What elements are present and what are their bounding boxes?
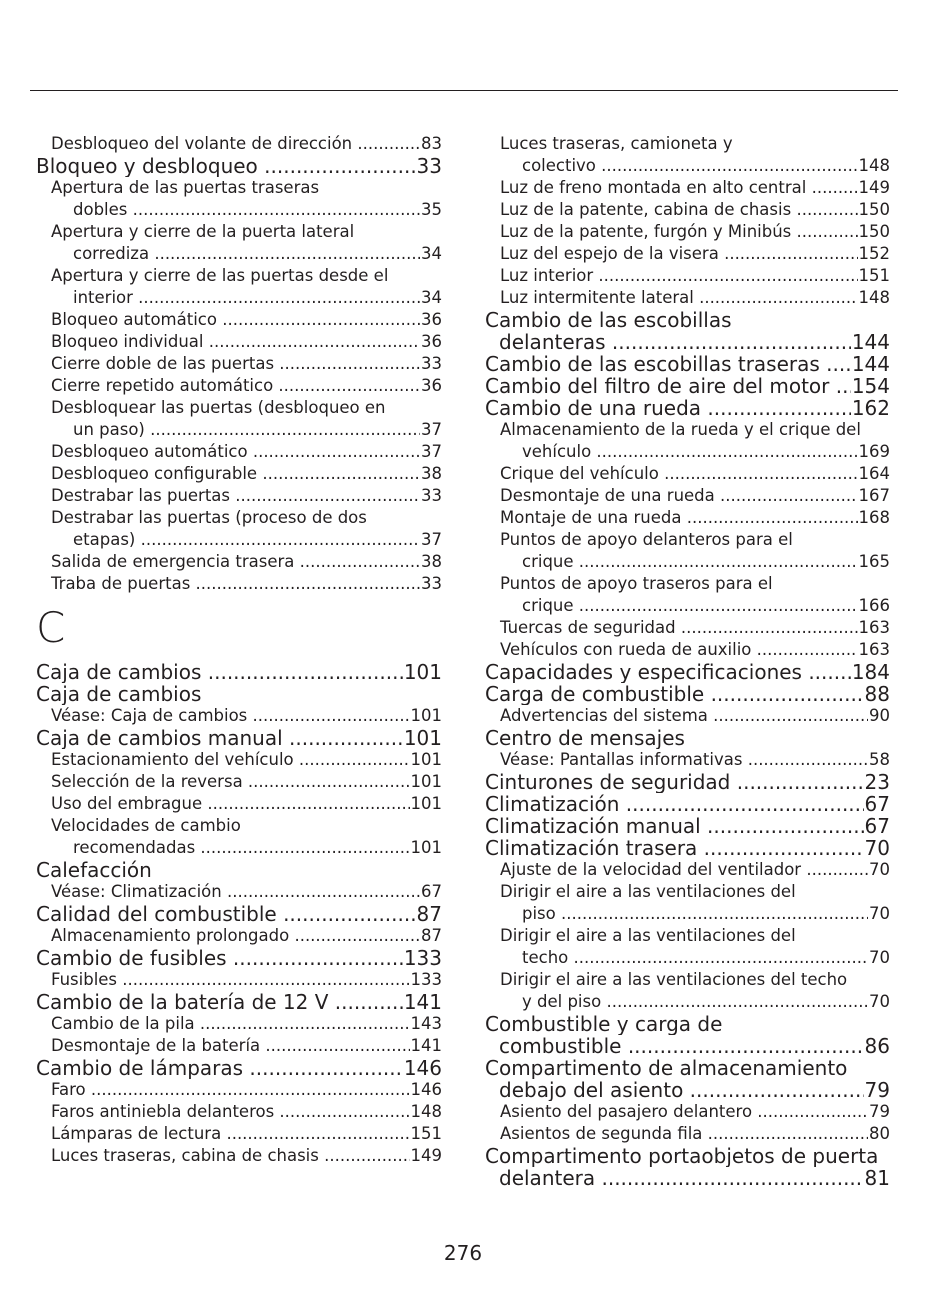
index-entry-page: 87 bbox=[421, 926, 442, 945]
index-subentry bbox=[485, 265, 890, 287]
index-entry-page: 101 bbox=[410, 706, 442, 725]
index-entry-text: Caja de cambios ..... bbox=[36, 661, 442, 683]
index-entry-text: dobles ..... bbox=[73, 200, 442, 219]
index-entry-text: Faros antiniebla delanteros ..... bbox=[51, 1102, 442, 1121]
index-entry-page: 165 bbox=[858, 552, 890, 571]
index-subentry bbox=[36, 793, 442, 815]
index-entry-text: Luces traseras, cabina de chasis ..... bbox=[51, 1146, 442, 1165]
index-entry-text: Cinturones de seguridad ..... bbox=[485, 771, 890, 793]
index-subentry bbox=[36, 529, 442, 551]
index-subentry bbox=[36, 1035, 442, 1057]
index-entry-page: 38 bbox=[421, 552, 442, 571]
index-entry-text: Combustible y carga de bbox=[485, 1013, 723, 1035]
index-entry-page: 164 bbox=[858, 464, 890, 483]
index-subentry bbox=[36, 1079, 442, 1101]
index-entry bbox=[485, 1079, 890, 1101]
index-entry-page: 86 bbox=[864, 1035, 890, 1057]
index-entry-text: Véase: Pantallas informativas ..... bbox=[500, 750, 890, 769]
index-entry-text: Véase: Caja de cambios ..... bbox=[51, 706, 442, 725]
index-entry-text: Desmontaje de la batería ..... bbox=[51, 1036, 442, 1055]
index-entry-text: Luz de freno montada en alto central ..... bbox=[500, 178, 890, 197]
index-entry bbox=[485, 1035, 890, 1057]
index-entry-page: 148 bbox=[410, 1102, 442, 1121]
index-entry-text: Cierre doble de las puertas ..... bbox=[51, 354, 442, 373]
index-entry-text: piso ..... bbox=[522, 904, 890, 923]
index-entry-text: combustible ..... bbox=[499, 1035, 890, 1057]
index-entry-text: Faro ..... bbox=[51, 1080, 442, 1099]
index-entry-text: Cierre repetido automático ..... bbox=[51, 376, 442, 395]
index-entry-text: Luz del espejo de la visera ..... bbox=[500, 244, 890, 263]
index-entry bbox=[36, 859, 442, 881]
index-entry-page: 133 bbox=[403, 947, 442, 969]
index-entry-text: Luz de la patente, furgón y Minibús ..... bbox=[500, 222, 890, 241]
index-entry-text: Tuercas de seguridad ..... bbox=[500, 618, 890, 637]
index-entry-text: Bloqueo individual ..... bbox=[51, 332, 442, 351]
index-entry-page: 150 bbox=[858, 200, 890, 219]
index-subentry bbox=[36, 287, 442, 309]
index-entry-text: Bloqueo y desbloqueo ..... bbox=[36, 155, 442, 177]
index-entry-text: techo ..... bbox=[522, 948, 890, 967]
index-entry-page: 141 bbox=[403, 991, 442, 1013]
index-subentry bbox=[485, 155, 890, 177]
index-entry-text: Dirigir el aire a las ventilaciones del bbox=[500, 926, 796, 945]
index-entry-page: 168 bbox=[858, 508, 890, 527]
index-subentry bbox=[485, 441, 890, 463]
index-entry-page: 67 bbox=[864, 793, 890, 815]
index-entry-text: vehículo ..... bbox=[522, 442, 890, 461]
index-subentry bbox=[485, 221, 890, 243]
index-entry-page: 101 bbox=[410, 772, 442, 791]
index-subentry bbox=[36, 815, 442, 837]
index-entry-page: 90 bbox=[869, 706, 890, 725]
index-subentry bbox=[36, 419, 442, 441]
index-entry-text: Destrabar las puertas (proceso de dos bbox=[51, 508, 367, 527]
index-entry-page: 143 bbox=[410, 1014, 442, 1033]
index-entry-text: Capacidades y especificaciones ..... bbox=[485, 661, 890, 683]
index-entry-page: 79 bbox=[864, 1079, 890, 1101]
index-entry-text: colectivo ..... bbox=[522, 156, 890, 175]
index-subentry bbox=[36, 243, 442, 265]
index-subentry bbox=[36, 177, 442, 199]
index-entry bbox=[485, 309, 890, 331]
index-entry-text: interior ..... bbox=[73, 288, 442, 307]
index-entry-text: Desmontaje de una rueda ..... bbox=[500, 486, 890, 505]
index-entry-text: crique ..... bbox=[522, 552, 890, 571]
index-entry-text: Montaje de una rueda ..... bbox=[500, 508, 890, 527]
index-entry-text: Fusibles ..... bbox=[51, 970, 442, 989]
index-entry-page: 150 bbox=[858, 222, 890, 241]
index-entry-page: 67 bbox=[864, 815, 890, 837]
index-subentry bbox=[485, 551, 890, 573]
index-entry-page: 141 bbox=[410, 1036, 442, 1055]
index-subentry bbox=[36, 397, 442, 419]
index-subentry bbox=[36, 771, 442, 793]
index-entry-page: 144 bbox=[851, 353, 890, 375]
index-subentry bbox=[485, 925, 890, 947]
index-entry-text: Almacenamiento de la rueda y el crique del bbox=[500, 420, 861, 439]
index-subentry bbox=[485, 529, 890, 551]
index-entry-page: 34 bbox=[421, 288, 442, 307]
index-entry-text: Cambio del filtro de aire del motor ..... bbox=[485, 375, 890, 397]
index-entry bbox=[485, 1167, 890, 1189]
index-subentry bbox=[36, 463, 442, 485]
index-subentry bbox=[36, 331, 442, 353]
index-entry-text: Caja de cambios bbox=[36, 683, 202, 705]
index-entry-page: 70 bbox=[864, 837, 890, 859]
index-entry bbox=[485, 727, 890, 749]
index-entry-text: Desbloquear las puertas (desbloqueo en bbox=[51, 398, 386, 417]
index-section-letter: C bbox=[36, 603, 66, 652]
index-entry-text: Luces traseras, camioneta y bbox=[500, 134, 733, 153]
index-entry-page: 149 bbox=[858, 178, 890, 197]
index-subentry bbox=[485, 243, 890, 265]
index-entry-text: Apertura y cierre de las puertas desde el bbox=[51, 266, 389, 285]
index-entry bbox=[485, 837, 890, 859]
index-entry-page: 87 bbox=[416, 903, 442, 925]
index-entry-text: Puntos de apoyo traseros para el bbox=[500, 574, 773, 593]
index-entry-page: 38 bbox=[421, 464, 442, 483]
index-entry-page: 163 bbox=[858, 618, 890, 637]
index-entry-text: Véase: Climatización ..... bbox=[51, 882, 442, 901]
index-entry-text: Cambio de la batería de 12 V ..... bbox=[36, 991, 442, 1013]
index-entry-text: Cambio de las escobillas traseras ..... bbox=[485, 353, 890, 375]
index-entry-text: Ajuste de la velocidad del ventilador ..... bbox=[500, 860, 890, 879]
index-entry-text: Puntos de apoyo delanteros para el bbox=[500, 530, 793, 549]
index-entry-text: Dirigir el aire a las ventilaciones del bbox=[500, 882, 796, 901]
index-entry bbox=[36, 727, 442, 749]
index-entry-page: 36 bbox=[421, 376, 442, 395]
index-subentry bbox=[485, 881, 890, 903]
index-entry-text: Apertura y cierre de la puerta lateral bbox=[51, 222, 355, 241]
index-entry-text: Climatización trasera ..... bbox=[485, 837, 890, 859]
index-entry-page: 101 bbox=[410, 838, 442, 857]
index-column-left bbox=[36, 133, 442, 1167]
index-entry-page: 70 bbox=[869, 860, 890, 879]
index-subentry bbox=[485, 705, 890, 727]
index-entry bbox=[485, 353, 890, 375]
index-entry-page: 101 bbox=[403, 727, 442, 749]
index-entry-text: Desbloqueo automático ..... bbox=[51, 442, 442, 461]
index-entry-page: 36 bbox=[421, 332, 442, 351]
index-entry-page: 33 bbox=[421, 574, 442, 593]
index-entry-page: 79 bbox=[869, 1102, 890, 1121]
index-entry-page: 70 bbox=[869, 948, 890, 967]
index-entry-page: 80 bbox=[869, 1124, 890, 1143]
index-entry-text: Luz intermitente lateral ..... bbox=[500, 288, 890, 307]
index-subentry bbox=[485, 1101, 890, 1123]
index-entry-page: 23 bbox=[864, 771, 890, 793]
index-entry-text: Luz interior ..... bbox=[500, 266, 890, 285]
index-entry-text: delantera ..... bbox=[499, 1167, 890, 1189]
index-entry-page: 37 bbox=[421, 530, 442, 549]
index-entry-page: 166 bbox=[858, 596, 890, 615]
index-entry-page: 33 bbox=[421, 486, 442, 505]
index-entry-page: 81 bbox=[864, 1167, 890, 1189]
index-entry-text: etapas) ..... bbox=[73, 530, 442, 549]
index-entry bbox=[36, 991, 442, 1013]
index-subentry bbox=[36, 265, 442, 287]
index-subentry bbox=[485, 573, 890, 595]
index-entry-page: 36 bbox=[421, 310, 442, 329]
index-entry-text: Asiento del pasajero delantero ..... bbox=[500, 1102, 890, 1121]
index-subentry bbox=[36, 133, 442, 155]
index-subentry bbox=[36, 507, 442, 529]
index-entry-text: Selección de la reversa ..... bbox=[51, 772, 442, 791]
index-entry-text: Cambio de fusibles ..... bbox=[36, 947, 442, 969]
index-subentry bbox=[485, 903, 890, 925]
index-entry-text: Bloqueo automático ..... bbox=[51, 310, 442, 329]
index-entry bbox=[36, 947, 442, 969]
index-subentry bbox=[485, 177, 890, 199]
page-number: 276 bbox=[443, 1241, 483, 1265]
index-entry-page: 70 bbox=[869, 904, 890, 923]
index-entry-page: 146 bbox=[410, 1080, 442, 1099]
index-entry-page: 184 bbox=[851, 661, 890, 683]
index-subentry bbox=[36, 1101, 442, 1123]
index-entry bbox=[36, 683, 442, 705]
index-entry-text: debajo del asiento ..... bbox=[499, 1079, 890, 1101]
index-column-right bbox=[485, 133, 890, 1189]
index-entry-text: Asientos de segunda fila ..... bbox=[500, 1124, 890, 1143]
index-subentry bbox=[485, 991, 890, 1013]
index-entry bbox=[485, 331, 890, 353]
index-entry bbox=[485, 1013, 890, 1035]
index-entry-page: 101 bbox=[403, 661, 442, 683]
index-entry-text: Desbloqueo configurable ..... bbox=[51, 464, 442, 483]
index-subentry bbox=[485, 1123, 890, 1145]
index-entry-text: Cambio de lámparas ..... bbox=[36, 1057, 442, 1079]
index-entry-page: 169 bbox=[858, 442, 890, 461]
index-entry-page: 167 bbox=[858, 486, 890, 505]
index-entry-text: crique ..... bbox=[522, 596, 890, 615]
index-subentry bbox=[485, 463, 890, 485]
index-entry-text: y del piso ..... bbox=[522, 992, 890, 1011]
index-entry-page: 101 bbox=[410, 794, 442, 813]
index-subentry bbox=[485, 859, 890, 881]
index-entry-text: corrediza ..... bbox=[73, 244, 442, 263]
index-subentry bbox=[36, 309, 442, 331]
index-entry-text: delanteras ..... bbox=[499, 331, 890, 353]
index-entry bbox=[36, 903, 442, 925]
index-entry-page: 58 bbox=[869, 750, 890, 769]
index-entry-text: Uso del embrague ..... bbox=[51, 794, 442, 813]
index-entry-page: 70 bbox=[869, 992, 890, 1011]
index-entry-text: Apertura de las puertas traseras bbox=[51, 178, 320, 197]
index-entry-page: 35 bbox=[421, 200, 442, 219]
index-subentry bbox=[485, 947, 890, 969]
index-subentry bbox=[485, 419, 890, 441]
index-entry bbox=[485, 375, 890, 397]
index-entry-text: Advertencias del sistema ..... bbox=[500, 706, 890, 725]
index-subentry bbox=[36, 837, 442, 859]
index-entry bbox=[485, 661, 890, 683]
index-entry-page: 149 bbox=[410, 1146, 442, 1165]
index-subentry bbox=[36, 705, 442, 727]
index-entry-page: 151 bbox=[410, 1124, 442, 1143]
index-subentry bbox=[36, 199, 442, 221]
index-entry-text: Compartimento portaobjetos de puerta bbox=[485, 1145, 879, 1167]
index-entry-text: Desbloqueo del volante de dirección ..... bbox=[51, 134, 442, 153]
index-entry bbox=[485, 793, 890, 815]
index-entry-text: Crique del vehículo ..... bbox=[500, 464, 890, 483]
index-entry-page: 163 bbox=[858, 640, 890, 659]
index-entry-text: Cambio de las escobillas bbox=[485, 309, 732, 331]
index-entry-page: 101 bbox=[410, 750, 442, 769]
index-entry-page: 154 bbox=[851, 375, 890, 397]
index-subentry bbox=[485, 969, 890, 991]
index-subentry bbox=[36, 375, 442, 397]
index-entry-text: Cambio de la pila ..... bbox=[51, 1014, 442, 1033]
index-subentry bbox=[485, 133, 890, 155]
index-entry-text: Carga de combustible ..... bbox=[485, 683, 890, 705]
index-entry-text: Compartimento de almacenamiento bbox=[485, 1057, 848, 1079]
index-entry-page: 33 bbox=[421, 354, 442, 373]
index-entry-page: 133 bbox=[410, 970, 442, 989]
index-entry-text: Estacionamiento del vehículo ..... bbox=[51, 750, 442, 769]
index-entry-text: Climatización manual ..... bbox=[485, 815, 890, 837]
index-entry bbox=[485, 1057, 890, 1079]
index-entry bbox=[36, 1057, 442, 1079]
index-entry-page: 88 bbox=[864, 683, 890, 705]
index-entry bbox=[485, 1145, 890, 1167]
index-entry-page: 83 bbox=[421, 134, 442, 153]
index-entry-text: Caja de cambios manual ..... bbox=[36, 727, 442, 749]
index-entry-text: un paso) ..... bbox=[73, 420, 442, 439]
index-entry-page: 144 bbox=[851, 331, 890, 353]
index-subentry bbox=[485, 749, 890, 771]
index-subentry bbox=[485, 639, 890, 661]
index-subentry bbox=[485, 617, 890, 639]
index-entry-text: Vehículos con rueda de auxilio ..... bbox=[500, 640, 890, 659]
index-entry-text: Cambio de una rueda ..... bbox=[485, 397, 890, 419]
header-rule bbox=[30, 90, 898, 91]
index-entry-page: 34 bbox=[421, 244, 442, 263]
index-entry bbox=[485, 397, 890, 419]
index-subentry bbox=[36, 485, 442, 507]
index-entry-page: 162 bbox=[851, 397, 890, 419]
index-entry-text: Dirigir el aire a las ventilaciones del techo bbox=[500, 970, 848, 989]
index-entry bbox=[36, 661, 442, 683]
index-entry-text: Traba de puertas ..... bbox=[51, 574, 442, 593]
index-entry-text: Salida de emergencia trasera ..... bbox=[51, 552, 442, 571]
index-entry-page: 67 bbox=[421, 882, 442, 901]
index-subentry bbox=[36, 441, 442, 463]
index-entry-page: 152 bbox=[858, 244, 890, 263]
index-entry-text: Calidad del combustible ..... bbox=[36, 903, 442, 925]
index-entry bbox=[36, 155, 442, 177]
index-entry-text: Destrabar las puertas ..... bbox=[51, 486, 442, 505]
index-subentry bbox=[36, 573, 442, 595]
index-entry-page: 33 bbox=[416, 155, 442, 177]
index-entry-text: recomendadas ..... bbox=[73, 838, 442, 857]
index-subentry bbox=[485, 199, 890, 221]
index-entry-text: Centro de mensajes bbox=[485, 727, 685, 749]
index-subentry bbox=[36, 353, 442, 375]
index-entry-text: Climatización ..... bbox=[485, 793, 890, 815]
index-entry-text: Almacenamiento prolongado ..... bbox=[51, 926, 442, 945]
index-entry-page: 146 bbox=[403, 1057, 442, 1079]
index-subentry bbox=[36, 1123, 442, 1145]
index-entry-page: 151 bbox=[858, 266, 890, 285]
index-subentry bbox=[36, 1013, 442, 1035]
index-entry bbox=[485, 771, 890, 793]
index-subentry bbox=[485, 595, 890, 617]
index-subentry bbox=[36, 551, 442, 573]
index-subentry bbox=[36, 1145, 442, 1167]
index-subentry bbox=[36, 881, 442, 903]
index-entry-text: Luz de la patente, cabina de chasis ..... bbox=[500, 200, 890, 219]
index-entry bbox=[485, 683, 890, 705]
index-subentry bbox=[36, 749, 442, 771]
index-entry-page: 148 bbox=[858, 156, 890, 175]
index-subentry bbox=[485, 287, 890, 309]
index-entry bbox=[485, 815, 890, 837]
index-subentry bbox=[36, 221, 442, 243]
index-entry-page: 37 bbox=[421, 420, 442, 439]
index-entry-text: Calefacción bbox=[36, 859, 152, 881]
index-entry-text: Velocidades de cambio bbox=[51, 816, 241, 835]
index-entry-page: 37 bbox=[421, 442, 442, 461]
index-subentry bbox=[36, 925, 442, 947]
index-subentry bbox=[485, 485, 890, 507]
index-entry-page: 148 bbox=[858, 288, 890, 307]
index-subentry bbox=[485, 507, 890, 529]
index-subentry bbox=[36, 969, 442, 991]
index-entry-text: Lámparas de lectura ..... bbox=[51, 1124, 442, 1143]
